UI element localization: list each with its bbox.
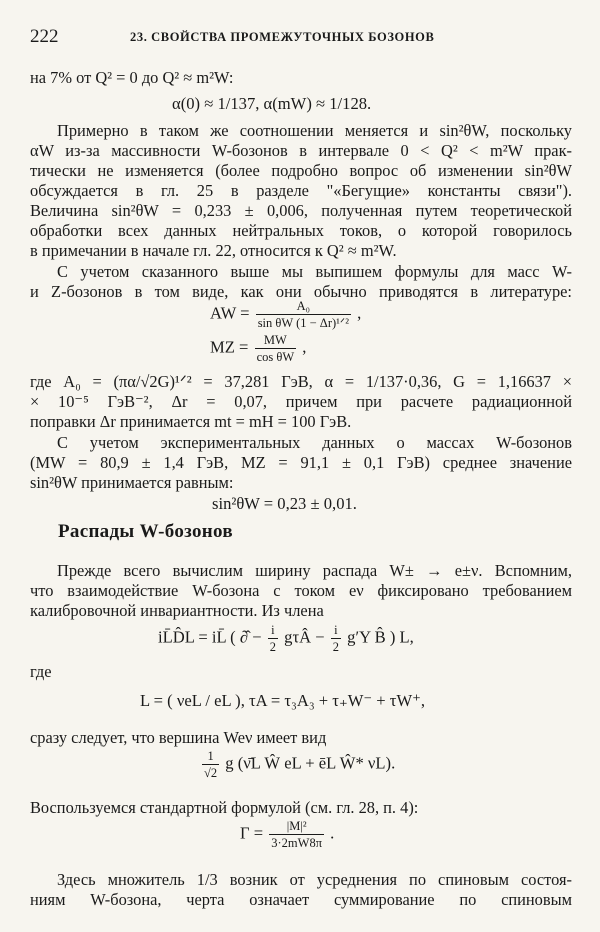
text-line: С учетом сказанного выше мы выпишем формулы для масс W- xyxy=(57,262,572,281)
text-line: калибровочной инвариантности. Из члена xyxy=(30,601,324,620)
text-line: Здесь множитель 1/3 возник от усреднения по спиновым состоя- xyxy=(57,870,572,889)
text-line: на 7% от Q² = 0 до Q² ≈ m²W: xyxy=(30,68,234,87)
equation-gamma: Γ = $\frac{\text{|M|²}}{3\cdot 2mW8\pi}$ . xyxy=(240,819,335,850)
fraction: $\frac{\text{|M|²}}{3\cdot 2mW8\pi}$ xyxy=(271,819,323,850)
text-line: Примерно в таком же соотношении меняется и sin²θW, поскольку xyxy=(57,121,572,140)
text-line: обработки всех данных нейтральных токов, о которой говорилось xyxy=(30,221,572,240)
text-line: Воспользуемся стандартной формулой (см. гл. 28, п. 4): xyxy=(30,798,419,817)
text-line: где A₀ = (πα/√2G)¹ᐟ² = 37,281 ГэВ, α = 1/137·0,36, G = 1,16637 × xyxy=(30,372,572,391)
text-line: в примечании в начале гл. 22, относится к Q² ≈ m²W. xyxy=(30,241,397,260)
equation-sin2: sin²θW = 0,23 ± 0,01. xyxy=(212,494,357,513)
page-header xyxy=(30,26,572,48)
equation-doublet: L = ( νeL / eL ), τA = τ₃A₃ + τ₊W⁻ + τW⁺, xyxy=(140,691,426,710)
text-line: Прежде всего вычислим ширину распада W± → e±ν. Вспомним, xyxy=(57,561,572,580)
equation-vertex: $\frac{1}{√2}$ g (ν̄L Ŵ eL + ēL Ŵ* νL). xyxy=(204,749,396,780)
text-line: sin²θW принимается равным: xyxy=(30,473,234,492)
section-title: Распады W-бозонов xyxy=(58,521,233,542)
text-line: ниям W-бозона, черта означает суммирование по спиновым xyxy=(30,890,572,909)
fraction: $\frac{i}{2}$ xyxy=(332,623,340,654)
text-line: (MW = 80,9 ± 1,4 ГэВ, MZ = 91,1 ± 0,1 ГэВ) среднее значение xyxy=(30,453,572,472)
text-line: где xyxy=(30,662,52,681)
fraction: $\frac{i}{2}$ xyxy=(269,623,276,654)
text-line: и Z-бозонов в том виде, как они обычно приводятся в литературе: xyxy=(30,282,572,301)
equation-alpha: α(0) ≈ 1/137, α(mW) ≈ 1/128. xyxy=(172,94,372,113)
running-title: 23. СВОЙСТВА ПРОМЕЖУТОЧНЫХ БОЗОНОВ xyxy=(130,30,435,44)
text-line: Величина sin²θW = 0,233 ± 0,006, полученная путем теоретической xyxy=(30,201,572,220)
text-line: тически не изменяется (более подробно вопрос об изменении sin²θW xyxy=(30,161,572,180)
text-line: × 10⁻⁵ ГэВ⁻², Δr = 0,07, причем при расчете радиационной xyxy=(30,392,572,411)
text-line: поправки Δr принимается mt = mH = 100 ГэВ. xyxy=(30,412,352,431)
text-line: что взаимодействие W-бозона с током eν фиксировано требованием xyxy=(30,581,572,600)
text-line: С учетом экспериментальных данных о массах W-бозонов xyxy=(57,433,572,452)
equation-aw: AW = $\frac{\text{A₀}}{\text{sin θW (1 − Δr)¹ᐟ²}}$ , xyxy=(210,299,362,330)
text-line: обсуждается в гл. 25 в разделе "«Бегущие» константы связи"). xyxy=(30,181,572,200)
page-number: 222 xyxy=(30,26,59,47)
text-line: αW из-за массивности W-бозонов в интервале 0 < Q² < m²W прак- xyxy=(30,141,572,160)
fraction: $\frac{1}{√2}$ xyxy=(204,749,218,780)
fraction: $\frac{MW}{\text{cos θW}}$ xyxy=(256,333,295,364)
equation-mz: MZ = $\frac{MW}{\text{cos θW}}$ , xyxy=(210,333,307,364)
equation-lagrangian: iL̄D̂L = iL̄ ( ∂̂ − $\frac{i}{2}$ gτÂ − $\frac{i}{2}$ g′Y B̂ ) L, xyxy=(158,623,414,654)
fraction: $\frac{\text{A₀}}{\text{sin θW (1 − Δr)¹ᐟ²}}$ xyxy=(257,299,349,330)
text-line: сразу следует, что вершина Weν имеет вид xyxy=(30,728,327,747)
